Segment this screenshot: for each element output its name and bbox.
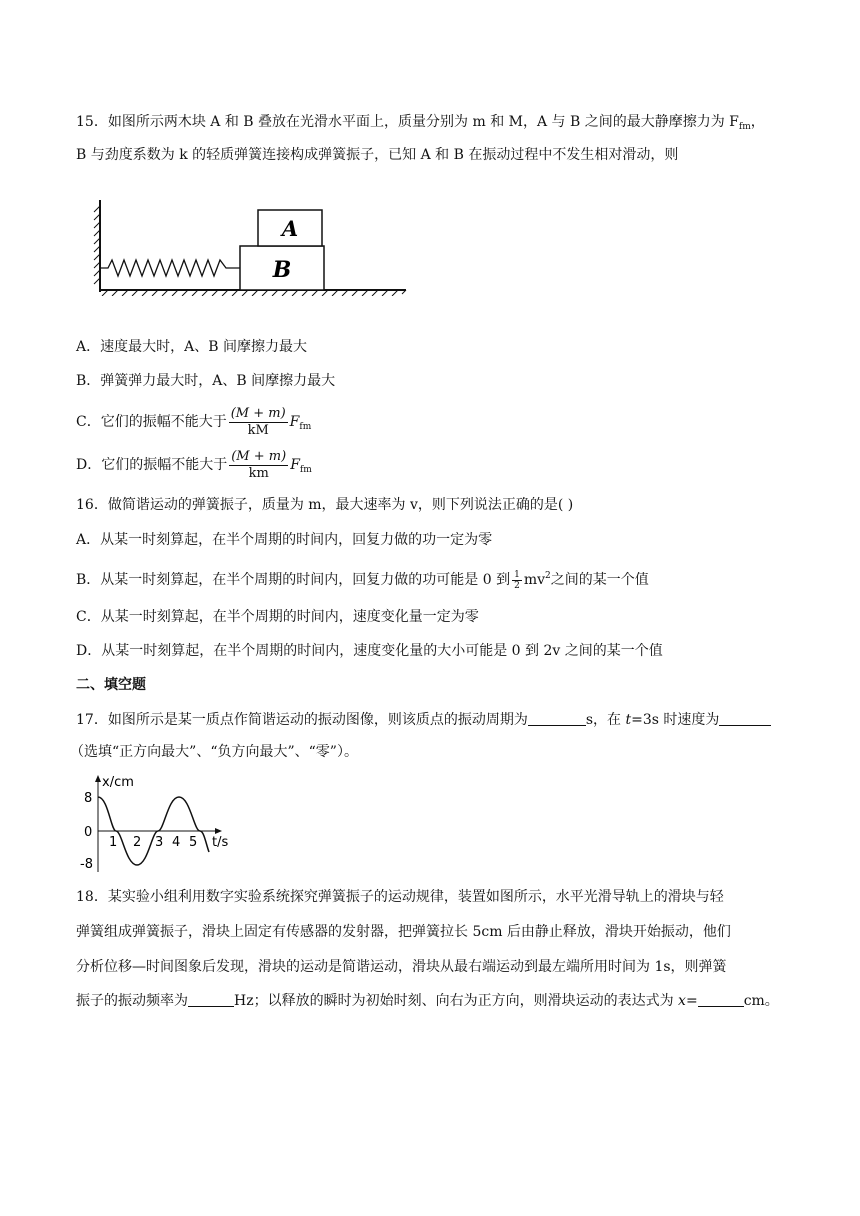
q15-option-c: C．它们的振幅不能大于 $\frac{(M + m)}{kM}$ $F_{fm}$ xyxy=(76,405,312,438)
block-a-label: A xyxy=(281,216,299,241)
q16-option-a: A．从某一时刻算起，在半个周期的时间内，回复力做的功一定为零 xyxy=(76,532,493,548)
q16-b-fraction: $\frac{1}{2}$ xyxy=(514,569,520,591)
spring xyxy=(100,260,240,276)
graph-xtick-3: 3 xyxy=(155,835,164,850)
graph-xtick-1: 1 xyxy=(109,835,118,850)
vibration-graph xyxy=(76,772,246,876)
q17-stem-line1: 17．如图所示是某一质点作简谐运动的振动图像，则该质点的振动周期为 s，在 t=3s 时速度为 xyxy=(76,710,771,730)
q15-c-fraction: $\frac{(M + m)}{kM}$ xyxy=(230,405,286,438)
spring-block-figure xyxy=(90,196,410,296)
q16-option-d: D．从某一时刻算起，在半个周期的时间内，速度变化量的大小可能是 0 到 2v 之间的某一个值 xyxy=(76,643,663,659)
graph-xtick-4: 4 xyxy=(172,835,181,850)
q15-option-b: B．弹簧弹力最大时，A、B 间摩擦力最大 xyxy=(76,373,336,389)
q18-line3: 分析位移—时间图象后发现，滑块的运动是简谐运动，滑块从最右端运动到最左端所用时间为 1s，则弹簧 xyxy=(76,959,727,975)
q16-stem: 16．做简谐运动的弹簧振子，质量为 m，最大速率为 v，则下列说法正确的是( ) xyxy=(76,497,574,513)
q15-d-fraction: $\frac{(M + m)}{km}$ xyxy=(231,448,287,481)
section-heading: 二、填空题 xyxy=(76,677,146,693)
q17-stem-line2: （选填“正方向最大”、“负方向最大”、“零”）。 xyxy=(70,744,358,760)
q15-option-d: D．它们的振幅不能大于 $\frac{(M + m)}{km}$ $F_{fm}$ xyxy=(76,448,312,481)
graph-xlabel: t/s xyxy=(212,835,229,850)
q18-blank-frequency[interactable] xyxy=(188,992,234,1007)
q18-line1: 18．某实验小组利用数字实验系统探究弹簧振子的运动规律，装置如图所示，水平光滑导轨上的滑块与轻 xyxy=(76,889,724,905)
q15-stem-line2: B 与劲度系数为 k 的轻质弹簧连接构成弹簧振子，已知 A 和 B 在振动过程中不发生相对滑动，则 xyxy=(76,147,679,163)
graph-ytick-0: 0 xyxy=(84,825,93,840)
q16-option-c: C．从某一时刻算起，在半个周期的时间内，速度变化量一定为零 xyxy=(76,609,479,625)
q18-blank-expression[interactable] xyxy=(698,992,744,1007)
graph-ytick-8: 8 xyxy=(84,791,93,806)
q16-option-b: B．从某一时刻算起，在半个周期的时间内，回复力做的功可能是 0 到 $\frac{1}{2}$ $mv^2$之间的某一个值 xyxy=(76,569,649,591)
block-b-label: B xyxy=(272,257,292,283)
q18-line4: 振子的振动频率为 Hz；以释放的瞬时为初始时刻、向右为正方向，则滑块运动的表达式为 x= cm。 xyxy=(76,993,779,1009)
q15-option-a: A．速度最大时，A、B 间摩擦力最大 xyxy=(76,339,307,355)
graph-ytick-neg8: -8 xyxy=(80,857,93,872)
graph-xtick-2: 2 xyxy=(133,835,142,850)
q15-stem-line1: 15．如图所示两木块 A 和 B 叠放在光滑水平面上，质量分别为 m 和 M，A 与 B 之间的最大静摩擦力为 $F_{fm}$， xyxy=(76,114,765,132)
graph-ylabel: x/cm xyxy=(102,775,134,790)
q17-blank-period[interactable] xyxy=(528,711,586,726)
graph-xtick-5: 5 xyxy=(189,835,198,850)
q17-blank-velocity[interactable] xyxy=(719,711,771,726)
q18-line2: 弹簧组成弹簧振子，滑块上固定有传感器的发射器，把弹簧拉长 5cm 后由静止释放，滑块开始振动，他们 xyxy=(76,924,731,940)
